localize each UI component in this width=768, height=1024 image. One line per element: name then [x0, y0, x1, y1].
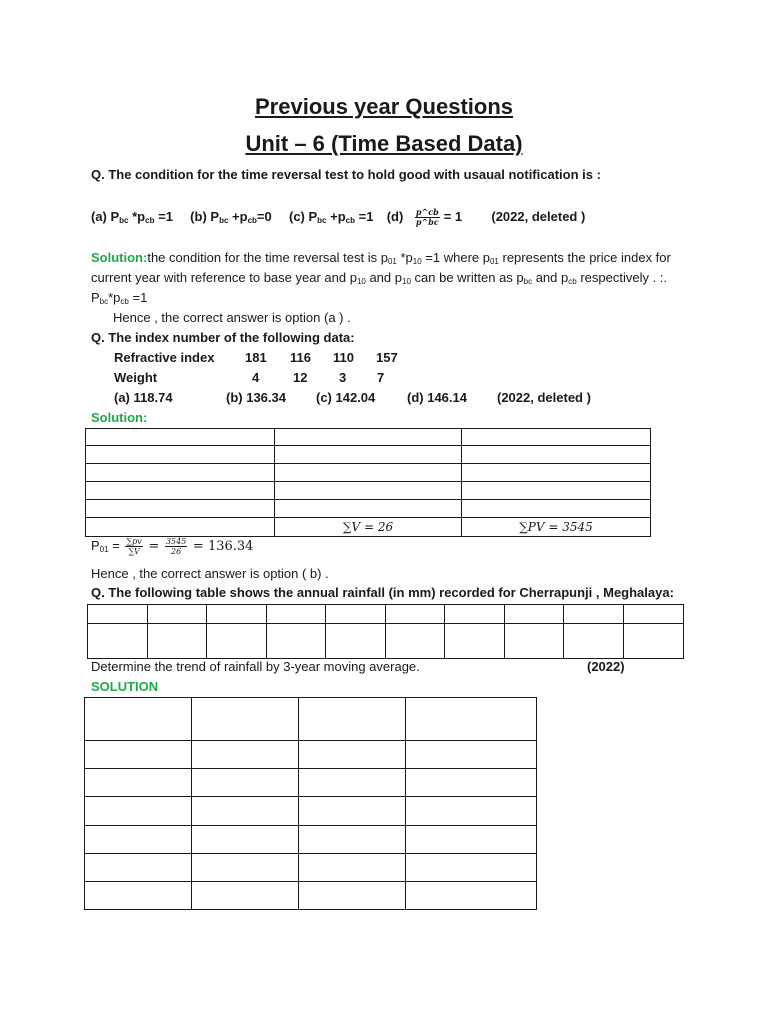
table-cell — [86, 500, 275, 518]
table-cell — [624, 624, 684, 659]
table-cell — [624, 605, 684, 624]
table-cell — [299, 769, 406, 797]
table-cell — [192, 741, 299, 769]
question-3-year-tag: (2022) — [587, 659, 625, 674]
q2-row2-value: 12 — [293, 370, 308, 385]
table-cell — [275, 429, 462, 446]
fraction-pcb-over-pbc: $\frac{p\^{}cb}{p\^{}bc}$ — [415, 207, 439, 227]
fraction-sum-pv-over-sum-v: $\frac{\sum pv}{\sum V}$ — [126, 537, 142, 556]
q2-row1-value: 116 — [290, 350, 311, 365]
question-2: Q. The index number of the following data: — [91, 330, 355, 345]
table-cell — [86, 482, 275, 500]
q2-row1-value: 181 — [245, 350, 267, 365]
table-cell — [299, 741, 406, 769]
table-cell — [88, 624, 148, 659]
table-cell — [85, 854, 192, 882]
q2-option-c: (c) 142.04 — [316, 390, 376, 405]
q2-option-d: (d) 146.14 — [407, 390, 467, 405]
table-cell — [326, 605, 386, 624]
question-1-options — [91, 208, 585, 227]
table-cell — [462, 464, 651, 482]
sum-v-cell: ∑V = 26 — [275, 518, 462, 537]
table-cell — [505, 605, 564, 624]
table-cell — [406, 882, 537, 910]
table-cell — [85, 769, 192, 797]
table-cell — [326, 624, 386, 659]
table-cell — [267, 624, 326, 659]
q2-year-tag: (2022, deleted ) — [497, 390, 591, 405]
table-cell — [86, 446, 275, 464]
table-cell — [192, 854, 299, 882]
table-cell — [299, 854, 406, 882]
table-cell — [267, 605, 326, 624]
table-cell — [192, 698, 299, 741]
solution-1-line-3: $P_{bc}*p_{cb} =1$ — [91, 290, 148, 306]
table-cell — [85, 826, 192, 854]
table-cell — [564, 605, 624, 624]
q2-row2-value: 4 — [252, 370, 260, 385]
moving-average-table — [84, 697, 537, 910]
table-cell — [406, 797, 537, 826]
table-cell — [445, 624, 505, 659]
option-c: (c) $P_{bc} +p_{cb} =1$ — [288, 208, 374, 225]
table-cell — [207, 624, 267, 659]
table-cell — [386, 605, 445, 624]
table-cell — [299, 797, 406, 826]
table-cell — [86, 518, 275, 537]
q2-row2-label: Weight — [114, 370, 158, 385]
table-cell — [462, 446, 651, 464]
answer-2: Hence , the correct answer is option ( b) . — [91, 566, 329, 581]
table-cell — [299, 698, 406, 741]
table-cell — [462, 482, 651, 500]
solution-2-label: Solution: — [91, 410, 148, 425]
table-cell — [275, 464, 462, 482]
fraction-3545-over-26: $\frac{3545}{26}$ — [165, 537, 187, 556]
page-subtitle: Unit – 6 (Time Based Data) — [245, 131, 523, 156]
table-cell — [192, 797, 299, 826]
table-cell — [85, 741, 192, 769]
table-cell — [88, 605, 148, 624]
q2-row1-label: Refractive index — [114, 350, 215, 365]
table-cell — [192, 826, 299, 854]
answer-1: Hence , the correct answer is option (a ) . — [113, 310, 351, 325]
q2-row1-value: 157 — [376, 350, 398, 365]
table-cell — [505, 624, 564, 659]
table-cell — [85, 882, 192, 910]
table-cell — [406, 741, 537, 769]
q2-row2-value: 7 — [377, 370, 385, 385]
table-cell — [406, 769, 537, 797]
table-cell — [86, 464, 275, 482]
question-1: Q. The condition for the time reversal test to hold good with usaual notification is : — [91, 167, 601, 182]
table-cell — [462, 429, 651, 446]
table-cell — [462, 500, 651, 518]
table-cell — [275, 446, 462, 464]
p01-formula: $P_{01}$ = $\frac{\sum pv}{\sum V}$ = $\frac{3545}{26}$ = 136.34 — [91, 537, 254, 556]
table-cell — [564, 624, 624, 659]
solution-1-line-2: current year with reference to base year and $p_{10}$ and $p_{10}$ can be written as $p_{bc}$ and $p_{cb}$ respectively . :. — [91, 270, 668, 286]
table-cell — [406, 854, 537, 882]
table-cell — [406, 698, 537, 741]
table-cell — [275, 482, 462, 500]
table-cell — [299, 826, 406, 854]
question-3-task: Determine the trend of rainfall by 3-year moving average. — [91, 659, 420, 674]
table-cell — [192, 882, 299, 910]
rainfall-table — [87, 604, 684, 659]
q2-option-a: (a) 118.74 — [114, 390, 173, 405]
table-cell — [148, 605, 207, 624]
solution-3-label: SOLUTION — [91, 679, 159, 694]
q2-row2-value: 3 — [339, 370, 347, 385]
solution-1-line-1: Solution:the condition for the time reversal test is $p_{01}$ $*p_{10} =1$ where $p_{01}$ represents the price index for — [91, 250, 671, 266]
q2-option-b: (b) 136.34 — [226, 390, 286, 405]
table-cell — [86, 429, 275, 446]
option-a: (a) $P_{bc}$ $*p_{cb} =1$ — [91, 208, 173, 225]
table-cell — [148, 624, 207, 659]
table-cell — [386, 624, 445, 659]
table-cell — [445, 605, 505, 624]
sum-pv-cell: ∑PV = 3545 — [462, 518, 651, 537]
year-tag: (2022, deleted ) — [491, 208, 586, 224]
option-b: (b) $P_{bc} +p_{cb}=0$ — [190, 208, 272, 225]
table-cell — [299, 882, 406, 910]
index-number-table — [85, 428, 651, 537]
solution-label: Solution: — [91, 250, 148, 265]
table-cell — [275, 500, 462, 518]
page-title: Previous year Questions — [255, 94, 513, 119]
table-cell — [207, 605, 267, 624]
table-cell — [85, 698, 192, 741]
q2-row1-value: 110 — [333, 350, 354, 365]
table-cell — [85, 797, 192, 826]
option-d: (d) $\frac{p\^{}cb}{p\^{}bc}$ = 1 — [386, 207, 463, 227]
table-cell — [192, 769, 299, 797]
table-cell — [406, 826, 537, 854]
question-3: Q. The following table shows the annual rainfall (in mm) recorded for Cherrapunji , Meghalaya: — [91, 585, 674, 600]
